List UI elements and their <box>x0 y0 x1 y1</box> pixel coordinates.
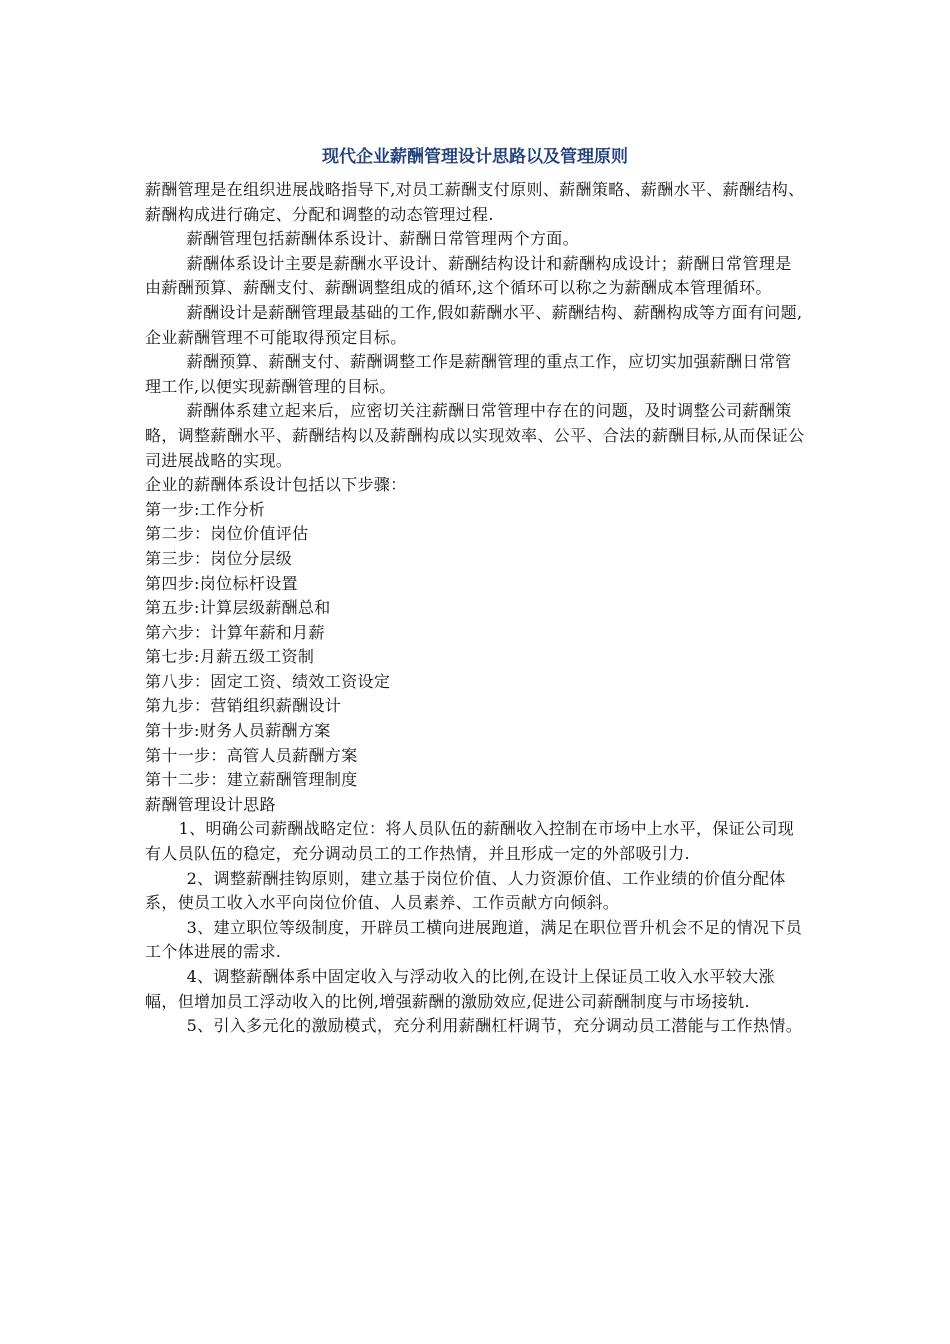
document-body <box>145 178 807 1039</box>
step-item: 第二步：岗位价值评估 <box>145 524 309 544</box>
step-item: 第三步：岗位分层级 <box>145 548 293 568</box>
idea-item: 4、调整薪酬体系中固定收入与浮动收入的比例,在设计上保证员工收入水平较大涨幅，但增加员工浮动收入的比例,增强薪酬的激励效应,促进公司薪酬制度与市场接轨. <box>145 967 775 1011</box>
idea-item: 1、明确公司薪酬战略定位：将人员队伍的薪酬收入控制在市场中上水平，保证公司现有人员队伍的稳定，充分调动员工的工作热情，并且形成一定的外部吸引力. <box>145 819 795 864</box>
paragraph-after-setup: 薪酬体系建立起来后，应密切关注薪酬日常管理中存在的问题，及时调整公司薪酬策略，调整薪酬水平、薪酬结构以及薪酬构成以实现效率、公平、合法的薪酬目标,从而保证公司进展战略的实现。 <box>145 401 805 470</box>
step-item: 第五步:计算层级薪酬总和 <box>145 598 331 618</box>
ideas-heading: 薪酬管理设计思路 <box>145 794 276 814</box>
paragraph-definition: 薪酬管理是在组织进展战略指导下,对员工薪酬支付原则、薪酬策略、薪酬水平、薪酬结构、薪酬构成进行确定、分配和调整的动态管理过程. <box>145 180 805 224</box>
step-item: 第一步:工作分析 <box>145 499 266 519</box>
step-item: 第十一步：高管人员薪酬方案 <box>145 745 358 765</box>
step-item: 第六步：计算年薪和月薪 <box>145 622 325 642</box>
step-item: 第十步:财务人员薪酬方案 <box>145 721 331 741</box>
paragraph-scope: 薪酬管理包括薪酬体系设计、薪酬日常管理两个方面。 <box>186 229 579 249</box>
paragraph-design-basis: 薪酬设计是薪酬管理最基础的工作,假如薪酬水平、薪酬结构、薪酬构成等方面有问题,企业薪酬管理不可能取得预定目标。 <box>145 302 803 347</box>
step-item: 第七步:月薪五级工资制 <box>145 647 315 667</box>
idea-item: 2、调整薪酬挂钩原则，建立基于岗位价值、人力资源价值、工作业绩的价值分配体系，使员工收入水平向岗位价值、人员素养、工作贡献方向倾斜。 <box>145 868 786 913</box>
idea-item: 5、引入多元化的激励模式，充分利用薪酬杠杆调节，充分调动员工潜能与工作热情。 <box>186 1016 803 1036</box>
idea-item: 3、建立职位等级制度，开辟员工横向进展跑道，满足在职位晋升机会不足的情况下员工个体进展的需求. <box>145 917 803 962</box>
step-item: 第十二步：建立薪酬管理制度 <box>145 770 358 790</box>
step-item: 第九步：营销组织薪酬设计 <box>145 696 342 716</box>
steps-intro: 企业的薪酬体系设计包括以下步骤： <box>145 475 407 495</box>
document-title: 现代企业薪酬管理设计思路以及管理原则 <box>322 147 628 167</box>
paragraph-system-design: 薪酬体系设计主要是薪酬水平设计、薪酬结构设计和薪酬构成设计；薪酬日常管理是由薪酬预算、薪酬支付、薪酬调整组成的循环,这个循环可以称之为薪酬成本管理循环。 <box>145 253 792 298</box>
paragraph-daily-management: 薪酬预算、薪酬支付、薪酬调整工作是薪酬管理的重点工作，应切实加强薪酬日常管理工作,以便实现薪酬管理的目标。 <box>145 352 792 396</box>
step-item: 第八步：固定工资、绩效工资设定 <box>145 671 391 691</box>
step-item: 第四步:岗位标杆设置 <box>145 573 298 593</box>
